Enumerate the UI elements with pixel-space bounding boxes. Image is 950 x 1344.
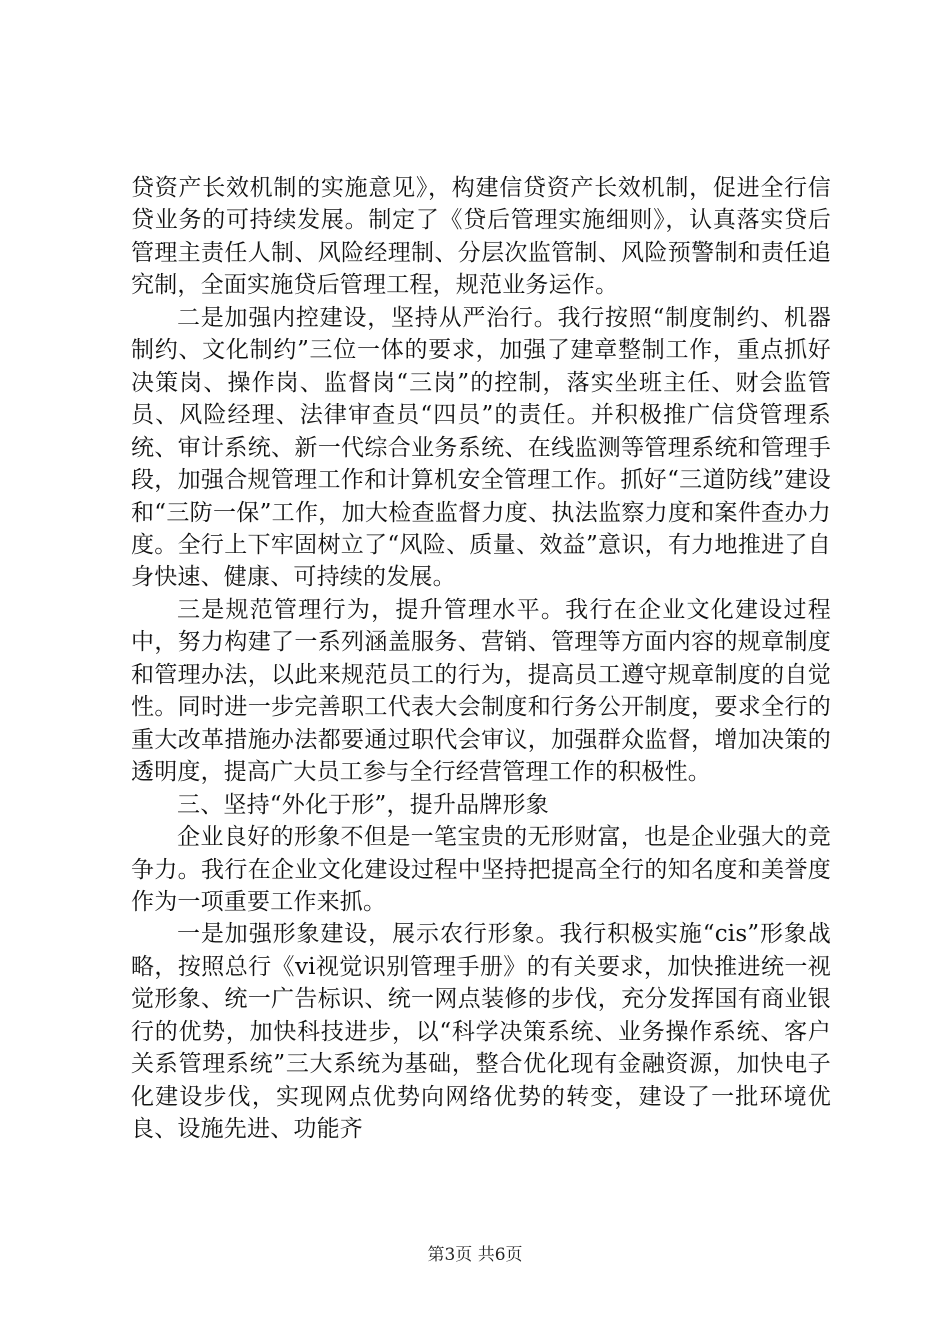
document-body xyxy=(131,172,831,1146)
paragraph-1: 贷资产长效机制的实施意见》，构建信贷资产长效机制，促进全行信贷业务的可持续发展。制定了《贷后管理实施细则》，认真落实贷后管理主责任人制、风险经理制、分层次监管制、风险预警制和责任追究制，全面实施贷后管理工程，规范业务运作。 xyxy=(131,175,831,299)
paragraph-5: 企业良好的形象不但是一笔宝贵的无形财富，也是企业强大的竞争力。我行在企业文化建设过程中坚持把提高全行的知名度和美誉度作为一项重要工作来抓。 xyxy=(131,824,831,915)
section-heading: 三、坚持“外化于形”，提升品牌形象 xyxy=(177,791,549,818)
paragraph-6: 一是加强形象建设，展示农行形象。我行积极实施“cis”形象战略，按照总行《vi视觉识别管理手册》的有关要求，加快推进统一视觉形象、统一广告标识、统一网点装修的步伐，充分发挥国有商业银行的优势，加快科技进步，以“科学决策系统、业务操作系统、客户关系管理系统”三大系统为基础，整合优化现有金融资源，加快电子化建设步伐，实现网点优势向网络优势的转变，建设了一批环境优良、设施先进、功能齐 xyxy=(131,921,831,1143)
paragraph-2: 二是加强内控建设，坚持从严治行。我行按照“制度制约、机器制约、文化制约”三位一体的要求，加强了建章整制工作，重点抓好决策岗、操作岗、监督岗“三岗”的控制，落实坐班主任、财会监管员、风险经理、法律审查员“四员”的责任。并积极推广信贷管理系统、审计系统、新一代综合业务系统、在线监测等管理系统和管理手段，加强合规管理工作和计算机安全管理工作。抓好“三道防线”建设和“三防一保”工作，加大检查监督力度、执法监察力度和案件查办力度。全行上下牢固树立了“风险、质量、效益”意识，有力地推进了自身快速、健康、可持续的发展。 xyxy=(131,304,831,591)
page-number-footer: 第3页 共6页 xyxy=(427,1245,523,1265)
paragraph-3: 三是规范管理行为，提升管理水平。我行在企业文化建设过程中，努力构建了一系列涵盖服务、营销、管理等方面内容的规章制度和管理办法，以此来规范员工的行为，提高员工遵守规章制度的自觉性。同时进一步完善职工代表大会制度和行务公开制度，要求全行的重大改革措施办法都要通过职代会审议，加强群众监督，增加决策的透明度，提高广大员工参与全行经营管理工作的积极性。 xyxy=(131,596,831,786)
